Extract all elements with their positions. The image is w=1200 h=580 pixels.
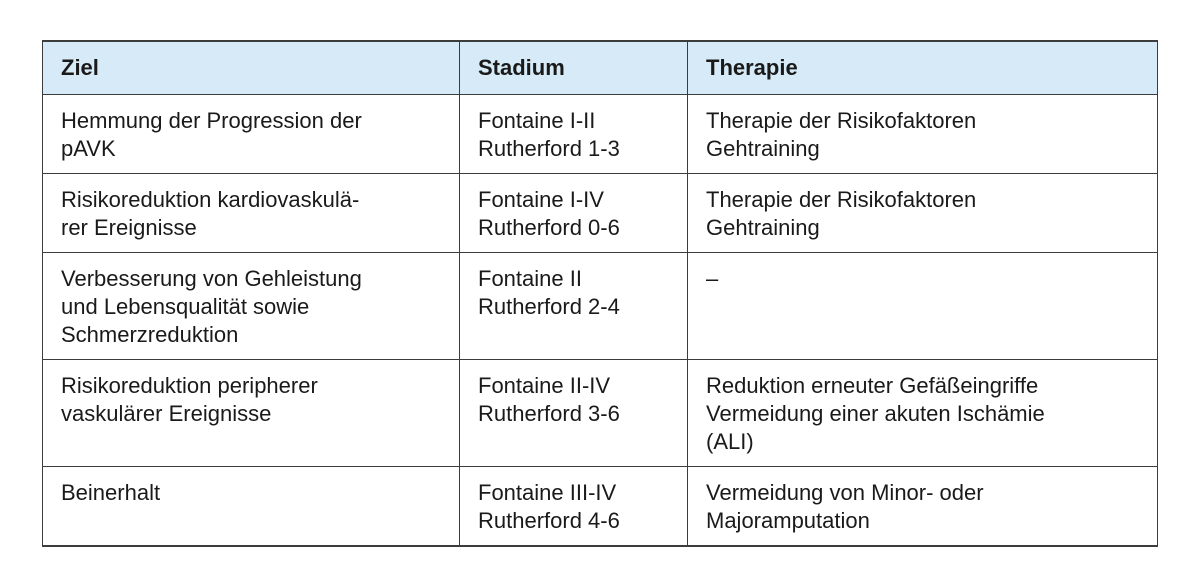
cell-ziel [43, 95, 460, 174]
cell-therapie [688, 174, 1158, 253]
cell-line: Therapie der Risikofaktoren [706, 108, 977, 133]
cell-line: Rutherford 1-3 [478, 136, 620, 161]
cell-line: Fontaine I-II [478, 108, 596, 133]
table-row [43, 360, 1158, 467]
cell-stadium [460, 467, 688, 547]
cell-line: – [706, 266, 719, 291]
cell-line: rer Ereignisse [61, 215, 197, 240]
cell-ziel [43, 360, 460, 467]
cell-line: Fontaine II-IV [478, 373, 611, 398]
cell-line: Beinerhalt [61, 480, 161, 505]
cell-stadium [460, 174, 688, 253]
cell-line: Rutherford 4-6 [478, 508, 620, 533]
cell-ziel [43, 253, 460, 360]
cell-line: Gehtraining [706, 215, 820, 240]
cell-line: und Lebensqualität sowie [61, 294, 310, 319]
cell-stadium [460, 253, 688, 360]
header-therapie: Therapie [688, 41, 1158, 95]
cell-line: Fontaine III-IV [478, 480, 617, 505]
cell-line: Risikoreduktion peripherer [61, 373, 318, 398]
table-body [43, 95, 1158, 547]
cell-stadium [460, 360, 688, 467]
cell-stadium [460, 95, 688, 174]
cell-line: Rutherford 3-6 [478, 401, 620, 426]
cell-therapie [688, 360, 1158, 467]
cell-therapie [688, 95, 1158, 174]
table-header [43, 41, 1158, 95]
table-row [43, 95, 1158, 174]
header-stadium: Stadium [460, 41, 688, 95]
cell-line: Hemmung der Progression der [61, 108, 362, 133]
table-row [43, 467, 1158, 547]
cell-line: vaskulärer Ereignisse [61, 401, 272, 426]
cell-line: Majoramputation [706, 508, 870, 533]
cell-line: Vermeidung von Minor- oder [706, 480, 984, 505]
table-row [43, 174, 1158, 253]
cell-line: Vermeidung einer akuten Ischämie [706, 401, 1045, 426]
therapy-goals-table [42, 40, 1158, 547]
header-ziel: Ziel [43, 41, 460, 95]
cell-line: pAVK [61, 136, 116, 161]
cell-line: Gehtraining [706, 136, 820, 161]
header-row [43, 41, 1158, 95]
cell-line: Risikoreduktion kardiovaskulä- [61, 187, 360, 212]
cell-line: Schmerzreduktion [61, 322, 239, 347]
cell-line: Fontaine II [478, 266, 582, 291]
cell-therapie [688, 467, 1158, 547]
cell-line: Therapie der Risikofaktoren [706, 187, 977, 212]
cell-line: Reduktion erneuter Gefäßeingriffe [706, 373, 1039, 398]
cell-therapie [688, 253, 1158, 360]
cell-line: Rutherford 0-6 [478, 215, 620, 240]
cell-line: (ALI) [706, 429, 754, 454]
cell-line: Rutherford 2-4 [478, 294, 620, 319]
cell-ziel [43, 174, 460, 253]
cell-line: Verbesserung von Gehleistung [61, 266, 362, 291]
cell-line: Fontaine I-IV [478, 187, 604, 212]
cell-ziel [43, 467, 460, 547]
table-row [43, 253, 1158, 360]
